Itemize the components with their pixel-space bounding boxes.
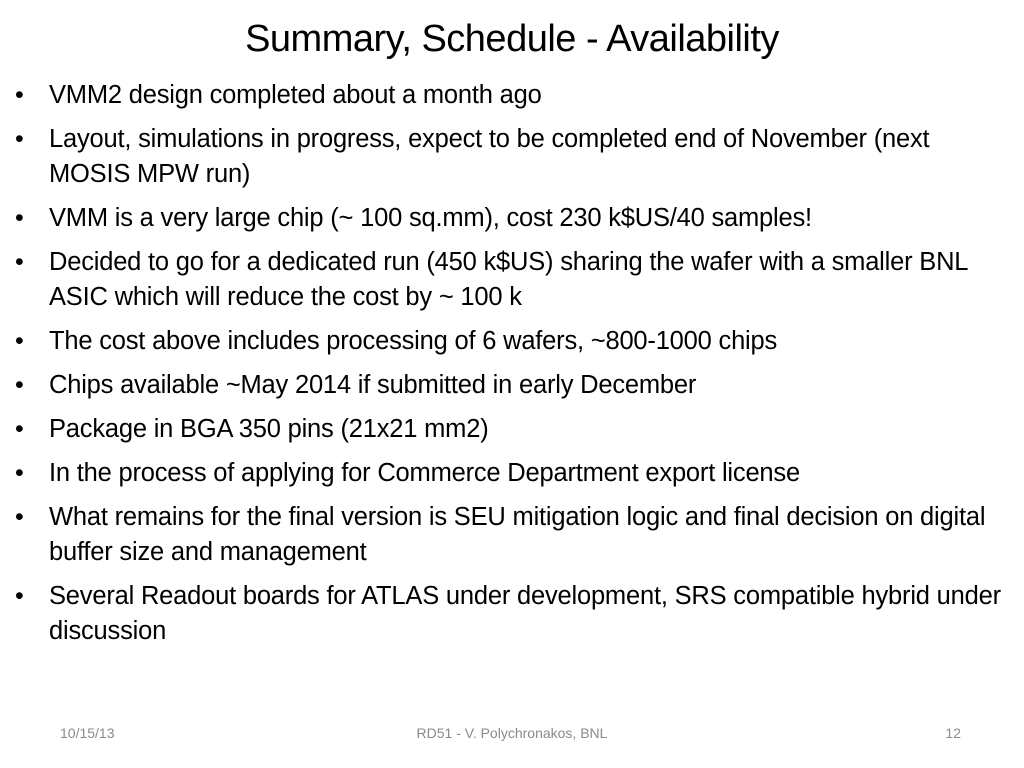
bullet-item bbox=[13, 78, 1003, 113]
bullet-text: Decided to go for a dedicated run (450 k$US) sharing the wafer with a smaller BNL ASIC which will reduce the cost by ~ 100 k bbox=[49, 248, 968, 311]
page-number: 12 bbox=[945, 725, 961, 741]
bullet-item bbox=[13, 368, 1003, 403]
bullet-text: Package in BGA 350 pins (21x21 mm2) bbox=[49, 415, 489, 443]
bullet-item bbox=[13, 245, 1003, 315]
slide-title: Summary, Schedule - Availability bbox=[245, 18, 779, 60]
bullet-dot-icon: • bbox=[15, 81, 24, 109]
bullet-text: VMM2 design completed about a month ago bbox=[49, 81, 542, 109]
bullet-dot-icon: • bbox=[15, 459, 24, 487]
bullet-item bbox=[13, 122, 1003, 192]
bullet-dot-icon: • bbox=[15, 204, 24, 232]
bullet-text: The cost above includes processing of 6 wafers, ~800-1000 chips bbox=[49, 327, 778, 355]
bullet-item bbox=[13, 579, 1003, 649]
bullet-text: VMM is a very large chip (~ 100 sq.mm), cost 230 k$US/40 samples! bbox=[49, 204, 812, 232]
bullet-item bbox=[13, 500, 1003, 570]
bullet-text: Chips available ~May 2014 if submitted in early December bbox=[49, 371, 697, 399]
bullet-item bbox=[13, 324, 1003, 359]
bullet-dot-icon: • bbox=[15, 503, 24, 531]
bullet-dot-icon: • bbox=[15, 415, 24, 443]
bullet-text: Layout, simulations in progress, expect to be completed end of November (next MOSIS MPW run) bbox=[49, 125, 930, 188]
bullet-list bbox=[13, 78, 1003, 658]
bullet-item bbox=[13, 412, 1003, 447]
bullet-dot-icon: • bbox=[15, 582, 24, 610]
bullet-text: Several Readout boards for ATLAS under development, SRS compatible hybrid under discussion bbox=[49, 582, 1001, 645]
bullet-dot-icon: • bbox=[15, 327, 24, 355]
bullet-item bbox=[13, 456, 1003, 491]
bullet-dot-icon: • bbox=[15, 248, 24, 276]
bullet-text: What remains for the final version is SEU mitigation logic and final decision on digital buffer size and management bbox=[49, 503, 986, 566]
footer-presenter: RD51 - V. Polychronakos, BNL bbox=[416, 725, 608, 741]
bullet-dot-icon: • bbox=[15, 125, 24, 153]
footer-date: 10/15/13 bbox=[60, 725, 115, 741]
bullet-text: In the process of applying for Commerce Department export license bbox=[49, 459, 800, 487]
bullet-item bbox=[13, 201, 1003, 236]
bullet-dot-icon: • bbox=[15, 371, 24, 399]
